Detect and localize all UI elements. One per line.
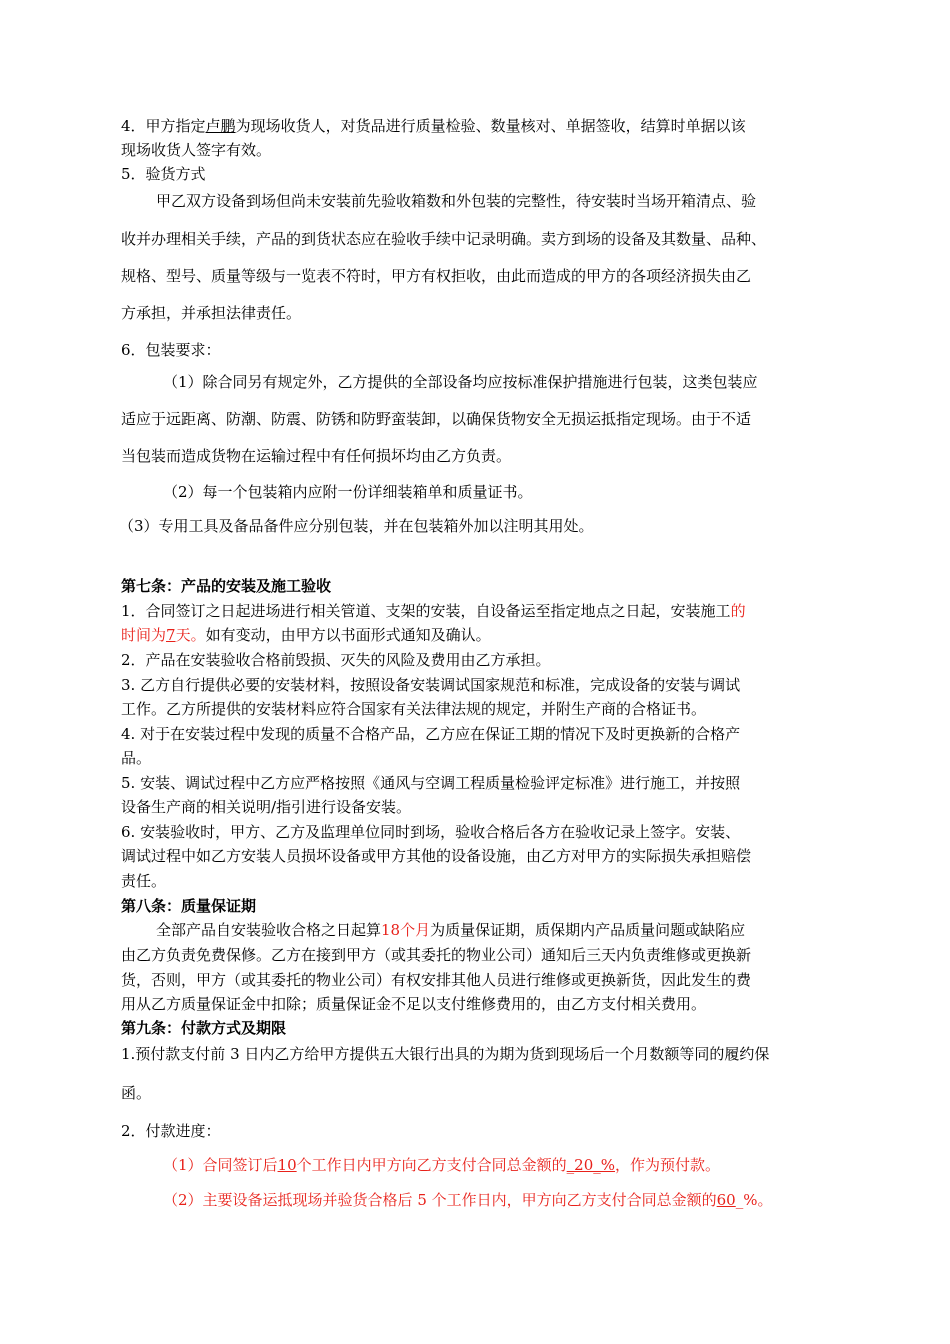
article-8-line-1 xyxy=(156,920,745,940)
article-7-item-1-line-2 xyxy=(121,625,491,645)
clause-5-line-2: 收并办理相关手续，产品的到货状态应在验收手续中记录明确。卖方到场的设备及其数量、品种、 xyxy=(121,230,767,248)
article-9-p1-line-2: 函。 xyxy=(121,1084,152,1102)
payment-item-1-text: （1）合同签订后 xyxy=(163,1156,278,1174)
payment-item-1 xyxy=(163,1155,720,1175)
payment-item-1-percent: _20_% xyxy=(566,1156,615,1174)
clause-6-p1-line-2: 适应于远距离、防潮、防震、防锈和防野蛮装卸，以确保货物安全无损运抵指定现场。由于不适 xyxy=(121,410,752,428)
payment-item-1-tail: ，作为预付款。 xyxy=(615,1156,721,1174)
article-8-text: 全部产品自安装验收合格之日起算 xyxy=(156,921,382,939)
warranty-period: 18个月 xyxy=(381,921,431,939)
article-7-item-4-line-1: 4. 对于在安装过程中发现的质量不合格产品，乙方应在保证工期的情况下及时更换新的合格产 xyxy=(121,725,741,743)
article-8-text-cont: 为质量保证期，质保期内产品质量问题或缺陷应 xyxy=(430,921,746,939)
clause-4-text: 4．甲方指定 xyxy=(121,117,206,135)
clause-6-p1-line-1: （1）除合同另有规定外，乙方提供的全部设备均应按标准保护措施进行包装，这类包装应 xyxy=(163,373,758,391)
receiver-name: 卢鹏 xyxy=(205,117,236,135)
article-7-item-4-line-2: 品。 xyxy=(121,749,152,767)
clause-4-line-2: 现场收货人签字有效。 xyxy=(121,141,272,159)
payment-item-2 xyxy=(163,1190,773,1210)
article-8-line-2: 由乙方负责免费保修。乙方在接到甲方（或其委托的物业公司）通知后三天内负责维修或更换新 xyxy=(121,946,752,964)
article-8-line-4: 用从乙方质量保证金中扣除；质量保证金不足以支付维修费用的，由乙方支付相关费用。 xyxy=(121,995,707,1013)
article-9-p1-line-1: 1.预付款支付前 3 日内乙方给甲方提供五大银行出具的为期为货到现场后一个月数额等同的履约保 xyxy=(121,1045,770,1063)
article-7-item-6-line-1: 6. 安装验收时，甲方、乙方及监理单位同时到场，验收合格后各方在验收记录上签字。安装、 xyxy=(121,823,741,841)
article-8-title: 第八条：质量保证期 xyxy=(121,897,257,915)
article-9-title: 第九条：付款方式及期限 xyxy=(121,1019,287,1037)
article-7-item-1-tail: 如有变动，由甲方以书面形式通知及确认。 xyxy=(205,626,491,644)
article-7-item-3-line-2: 工作。乙方所提供的安装材料应符合国家有关法律法规的规定，并附生产商的合格证书。 xyxy=(121,700,707,718)
article-7-item-3-line-1: 3. 乙方自行提供必要的安装材料，按照设备安装调试国家规范和标准，完成设备的安装与调试 xyxy=(121,676,741,694)
payment-item-1-text-cont: 个工作日内甲方向乙方支付合同总金额的 xyxy=(296,1156,567,1174)
article-7-item-5-line-2: 设备生产商的相关说明/指引进行设备安装。 xyxy=(121,798,412,816)
clause-5-line-3: 规格、型号、质量等级与一览表不符时，甲方有权拒收，由此而造成的甲方的各项经济损失由乙 xyxy=(121,267,752,285)
install-period-days: 7 xyxy=(166,626,176,644)
clause-4-line-1 xyxy=(121,116,746,136)
article-7-item-5-line-1: 5. 安装、调试过程中乙方应严格按照《通风与空调工程质量检验评定标准》进行施工，并按照 xyxy=(121,774,741,792)
payment-item-2-percent: 60 xyxy=(716,1191,736,1209)
clause-6-title: 6．包装要求： xyxy=(121,341,221,359)
article-7-item-1-line-1 xyxy=(121,601,746,621)
clause-5-title: 5．验货方式 xyxy=(121,165,206,183)
article-9-p2: 2．付款进度： xyxy=(121,1122,221,1140)
article-7-item-2: 2．产品在安装验收合格前毁损、灭失的风险及费用由乙方承担。 xyxy=(121,651,551,669)
install-period-label: 时间为 xyxy=(121,626,167,644)
article-7-item-6-line-3: 责任。 xyxy=(121,872,167,890)
payment-item-2-text: （2）主要设备运抵现场并验货合格后 5 个工作日内，甲方向乙方支付合同总金额的 xyxy=(163,1191,717,1209)
payment-item-1-days: 10 xyxy=(277,1156,297,1174)
article-8-line-3: 货，否则，甲方（或其委托的物业公司）有权安排其他人员进行维修或更换新货，因此发生的费 xyxy=(121,971,752,989)
clause-6-p2: （2）每一个包装箱内应附一份详细装箱单和质量证书。 xyxy=(163,483,533,501)
payment-item-2-tail: _%。 xyxy=(735,1191,773,1209)
clause-5-line-1: 甲乙双方设备到场但尚未安装前先验收箱数和外包装的完整性，待安装时当场开箱清点、验 xyxy=(156,192,757,210)
clause-6-p3: （3）专用工具及备品备件应分别包装，并在包装箱外加以注明其用处。 xyxy=(119,517,594,535)
article-7-item-1-red: 的 xyxy=(730,602,746,620)
clause-4-text-cont: 为现场收货人，对货品进行质量检验、数量核对、单据签收，结算时单据以该 xyxy=(235,117,746,135)
article-7-item-6-line-2: 调试过程中如乙方安装人员损坏设备或甲方其他的设备设施，由乙方对甲方的实际损失承担赔偿 xyxy=(121,847,752,865)
article-7-item-1-text: 1．合同签订之日起进场进行相关管道、支架的安装，自设备运至指定地点之日起，安装施工 xyxy=(121,602,731,620)
article-7-title: 第七条：产品的安装及施工验收 xyxy=(121,577,332,595)
clause-5-line-4: 方承担，并承担法律责任。 xyxy=(121,304,302,322)
clause-6-p1-line-3: 当包装而造成货物在运输过程中有任何损坏均由乙方负责。 xyxy=(121,447,512,465)
install-period-unit: 天。 xyxy=(175,626,206,644)
